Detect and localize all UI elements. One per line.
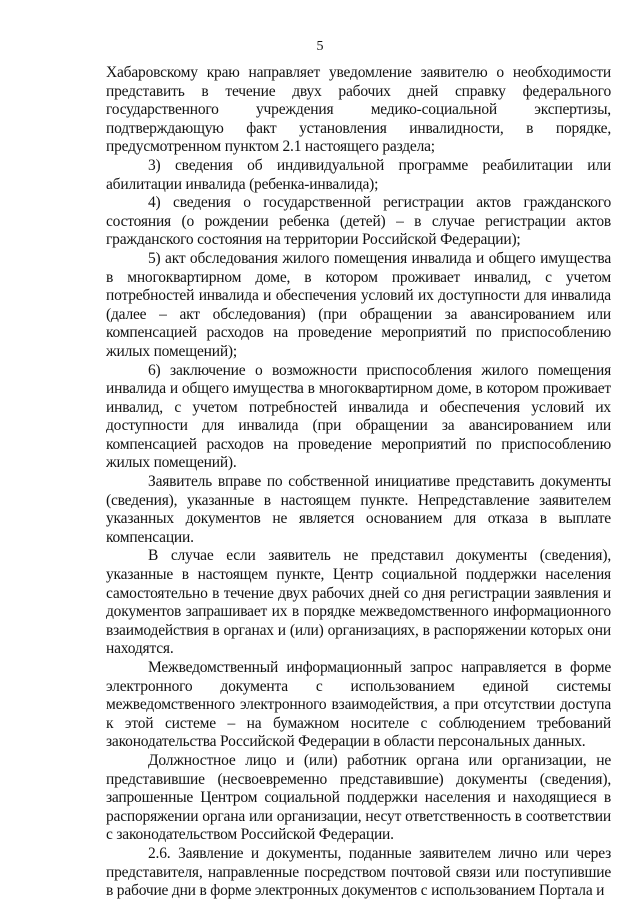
paragraph-item-4: 4) сведения о государственной регистрации актов гражданского состояния (о рождении ребенка (детей) – в случае регистрации актов гражданского состояния на территории Российской Федерации); <box>106 194 611 249</box>
paragraph-item-5: 5) акт обследования жилого помещения инвалида и общего имущества в многоквартирном доме, в котором проживает инвалид, с учетом потребностей инвалида и обеспечения условий их доступности для инвалида (далее – акт обследования) (при обращении за авансированием или компенсацией расходов на проведение мероприятий по приспособлению жилых помещений); <box>106 249 611 360</box>
page-number: 5 <box>316 39 324 54</box>
document-body <box>106 64 611 901</box>
paragraph-item-6: 6) заключение о возможности приспособления жилого помещения инвалида и общего имущества в многоквартирном доме, в котором проживает инвалид, с учетом потребностей инвалида и обеспечения условий их доступности для инвалида (при обращении за авансированием или компенсацией расходов на проведение мероприятий по приспособлению жилых помещений). <box>106 361 611 472</box>
paragraph-section-2-6: 2.6. Заявление и документы, поданные заявителем лично или через представителя, направленные посредством почтовой связи или поступившие в рабочие дни в форме электронных документов с использованием Портала и <box>106 844 611 900</box>
paragraph-item-3: 3) сведения об индивидуальной программе реабилитации или абилитации инвалида (ребенка-инвалида); <box>106 156 611 193</box>
paragraph-electronic-request: Межведомственный информационный запрос направляется в форме электронного документа с использованием единой системы межведомственного электронного взаимодействия, а при отсутствии доступа к этой системе – на бумажном носителе с соблюдением требований законодательства Российской Федерации в области персональных данных. <box>106 659 611 751</box>
paragraph-responsibility: Должностное лицо и (или) работник органа или организации, не представившие (несвоевременно представившие) документы (сведения), запрошенные Центром социальной поддержки населения и находящиеся в распоряжении органа или организации, несут ответственность в соответствии с законодательством Российской Федерации. <box>106 751 611 844</box>
paragraph-interagency-request: В случае если заявитель не представил документы (сведения), указанные в настоящем пункте, Центр социальной поддержки населения самостоятельно в течение двух рабочих дней со дня регистрации заявления и документов запрашивает их в порядке межведомственного информационного взаимодействия в органах и (или) организациях, в распоряжении которых они находятся. <box>106 547 611 658</box>
paragraph-applicant-right: Заявитель вправе по собственной инициативе представить документы (сведения), указанные в настоящем пункте. Непредставление заявителем указанных документов не является основанием для отказа в выплате компенсации. <box>106 473 611 546</box>
paragraph-continuation: Хабаровскому краю направляет уведомление заявителю о необходимости представить в течение двух рабочих дней справку федерального государственного учреждения медико-социальной экспертизы, подтверждающую факт установления инвалидности, в порядке, предусмотренном пунктом 2.1 настоящего раздела; <box>106 64 611 156</box>
